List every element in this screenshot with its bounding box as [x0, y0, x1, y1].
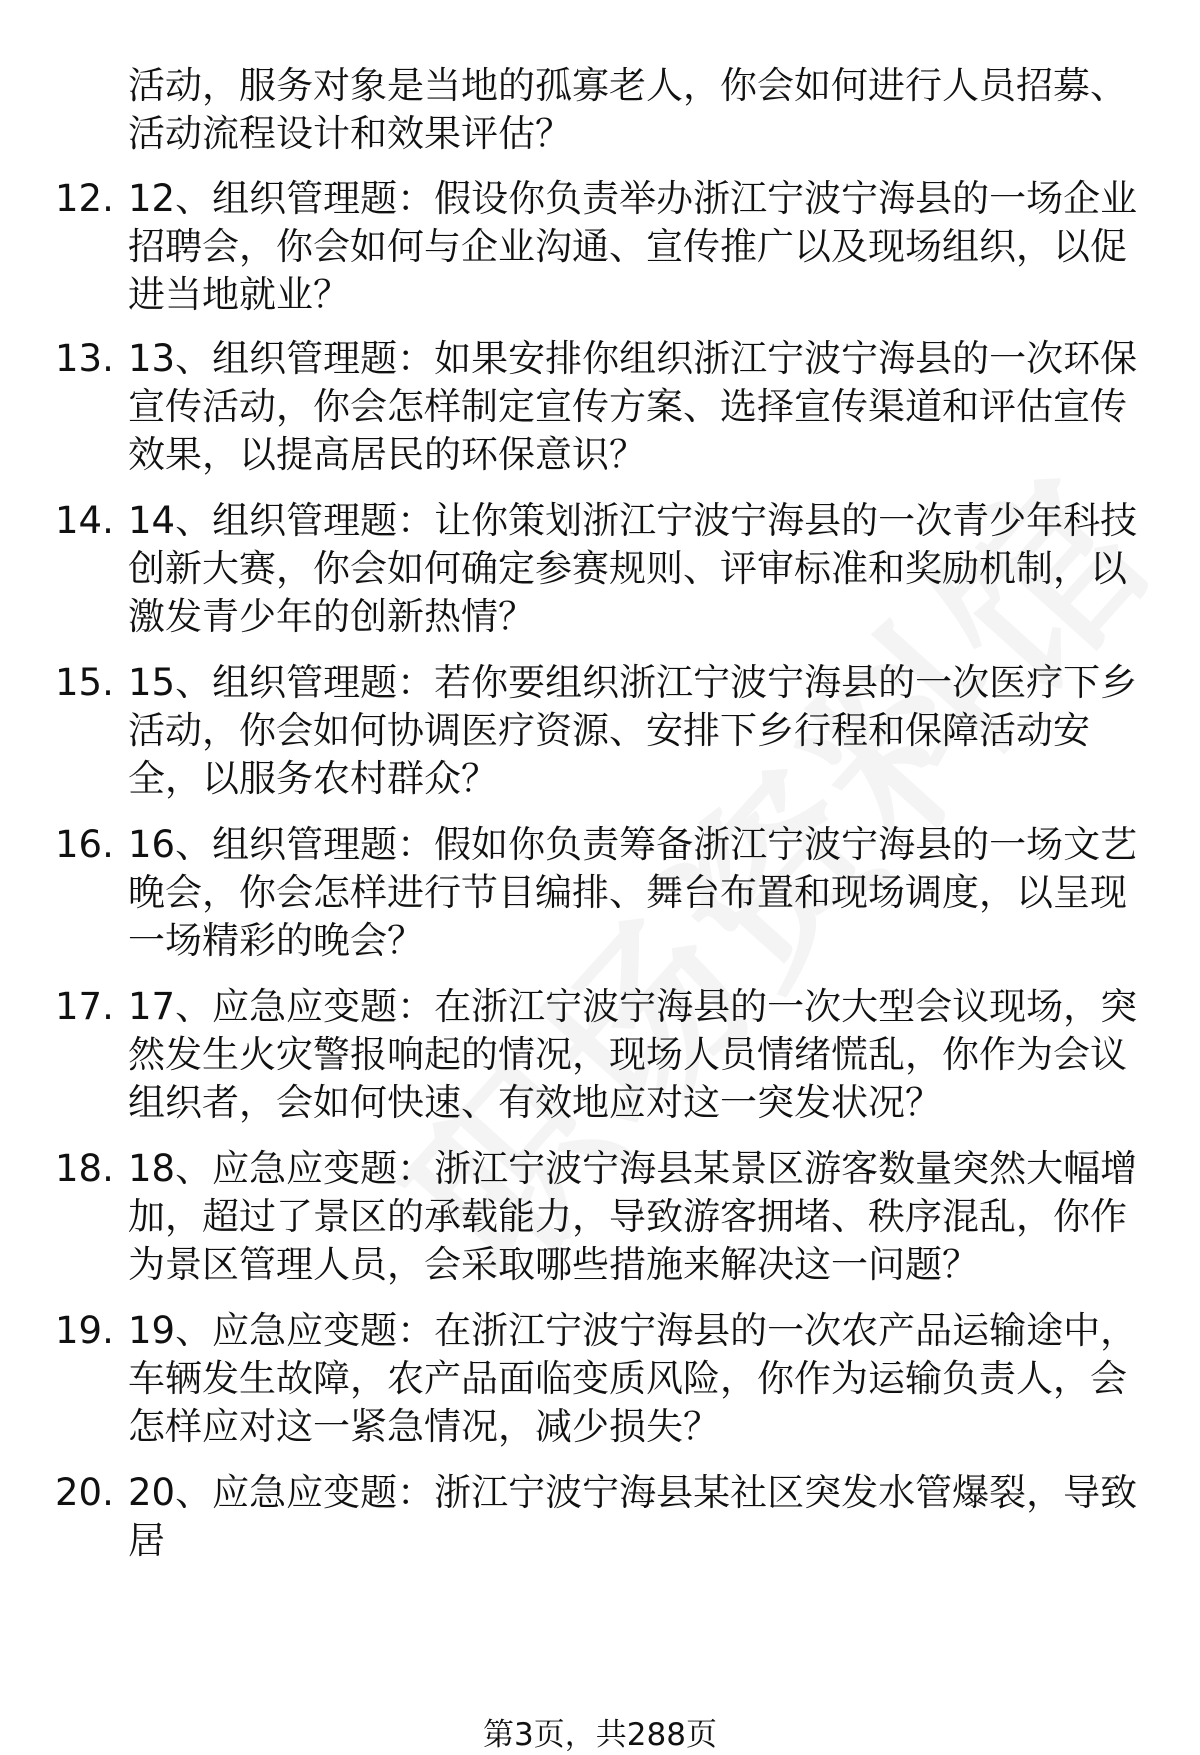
question-16 — [55, 821, 1145, 965]
question-number: 17. — [55, 985, 114, 1028]
question-17 — [55, 983, 1145, 1127]
question-text: 19、应急应变题：在浙江宁波宁海县的一次农产品运输途中，车辆发生故障，农产品面临变质风险，你作为运输负责人，会怎样应对这一紧急情况，减少损失？ — [128, 1309, 1138, 1448]
continued-paragraph: 活动，服务对象是当地的孤寡老人，你会如何进行人员招募、活动流程设计和效果评估？ — [128, 64, 1127, 155]
question-number: 12. — [55, 177, 114, 220]
question-14 — [55, 497, 1145, 641]
question-number: 19. — [55, 1309, 114, 1352]
question-13 — [55, 335, 1145, 479]
question-text: 17、应急应变题：在浙江宁波宁海县的一次大型会议现场，突然发生火灾警报响起的情况，现场人员情绪慌乱，你作为会议组织者，会如何快速、有效地应对这一突发状况？ — [128, 985, 1138, 1124]
question-text: 18、应急应变题：浙江宁波宁海县某景区游客数量突然大幅增加，超过了景区的承载能力，导致游客拥堵、秩序混乱，你作为景区管理人员，会采取哪些措施来解决这一问题？ — [128, 1147, 1138, 1286]
question-text: 20、应急应变题：浙江宁波宁海县某社区突发水管爆裂，导致居 — [128, 1471, 1138, 1562]
question-text: 12、组织管理题：假设你负责举办浙江宁波宁海县的一场企业招聘会，你会如何与企业沟通、宣传推广以及现场组织，以促进当地就业？ — [128, 177, 1138, 316]
question-text: 13、组织管理题：如果安排你组织浙江宁波宁海县的一次环保宣传活动，你会怎样制定宣传方案、选择宣传渠道和评估宣传效果，以提高居民的环保意识？ — [128, 337, 1138, 476]
question-text: 16、组织管理题：假如你负责筹备浙江宁波宁海县的一场文艺晚会，你会怎样进行节目编排、舞台布置和现场调度，以呈现一场精彩的晚会？ — [128, 823, 1138, 962]
question-15 — [55, 659, 1145, 803]
question-number: 14. — [55, 499, 114, 542]
question-12 — [55, 175, 1145, 319]
question-number: 20. — [55, 1471, 114, 1514]
question-text: 14、组织管理题：让你策划浙江宁波宁海县的一次青少年科技创新大赛，你会如何确定参赛规则、评审标准和奖励机制，以激发青少年的创新热情？ — [128, 499, 1138, 638]
question-number: 16. — [55, 823, 114, 866]
question-19 — [55, 1307, 1145, 1451]
question-18 — [55, 1145, 1145, 1289]
question-20 — [55, 1469, 1145, 1565]
question-text: 15、组织管理题：若你要组织浙江宁波宁海县的一次医疗下乡活动，你会如何协调医疗资源、安排下乡行程和保障活动安全，以服务农村群众？ — [128, 661, 1138, 800]
question-number: 15. — [55, 661, 114, 704]
question-number: 13. — [55, 337, 114, 380]
page-number-footer: 第3页，共288页 — [483, 1717, 717, 1753]
question-number: 18. — [55, 1147, 114, 1190]
